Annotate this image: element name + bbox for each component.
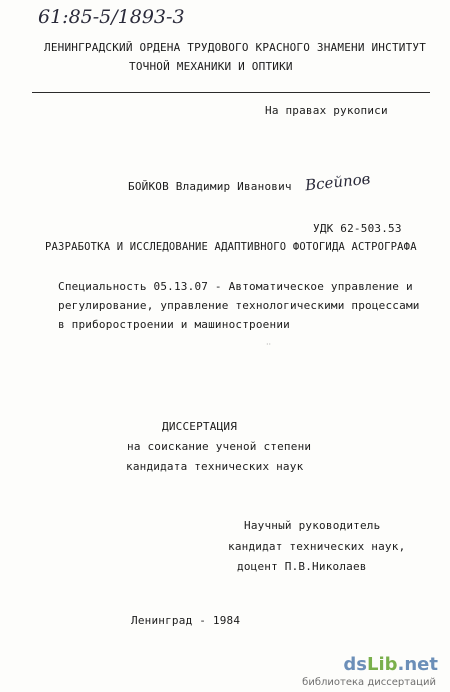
- specialty-line3: в приборостроении и машиностроении: [58, 318, 290, 331]
- udk-code: УДК 62-503.53: [313, 222, 402, 235]
- header-divider: [32, 92, 430, 93]
- supervisor-title: Научный руководитель: [244, 519, 381, 532]
- dslib-logo[interactable]: [343, 654, 438, 675]
- degree-line2: кандидата технических наук: [126, 460, 304, 473]
- specialty-line1: Специальность 05.13.07 - Автоматическое управление и: [58, 280, 413, 293]
- author-name: БОЙКОВ Владимир Иванович: [128, 180, 292, 193]
- logo-part-net: .net: [397, 654, 438, 675]
- faint-mark: ··: [266, 340, 272, 349]
- dissertation-title: РАЗРАБОТКА И ИССЛЕДОВАНИЕ АДАПТИВНОГО ФОТОГИДА АСТРОГРАФА: [45, 241, 417, 253]
- supervisor-degree: кандидат технических наук,: [228, 540, 406, 553]
- dslib-subtitle: библиотека диссертаций: [302, 677, 436, 688]
- logo-part-ds: ds: [343, 654, 367, 675]
- handwritten-catalog-number: 61:85-5/1893-3: [38, 6, 185, 28]
- institute-name-line2: ТОЧНОЙ МЕХАНИКИ И ОПТИКИ: [129, 60, 293, 73]
- logo-part-lib: Lib: [367, 654, 398, 675]
- degree-line1: на соискание ученой степени: [127, 440, 312, 453]
- specialty-line2: регулирование, управление технологическими процессами: [58, 299, 420, 312]
- place-and-year: Ленинград - 1984: [131, 614, 241, 627]
- supervisor-name: доцент П.В.Николаев: [237, 560, 367, 573]
- institute-name-line1: ЛЕНИНГРАДСКИЙ ОРДЕНА ТРУДОВОГО КРАСНОГО ЗНАМЕНИ ИНСТИТУТ: [44, 41, 427, 54]
- rights-notice: На правах рукописи: [265, 104, 388, 117]
- dissertation-heading: ДИССЕРТАЦИЯ: [162, 420, 238, 433]
- author-signature: Всейпов: [304, 169, 372, 195]
